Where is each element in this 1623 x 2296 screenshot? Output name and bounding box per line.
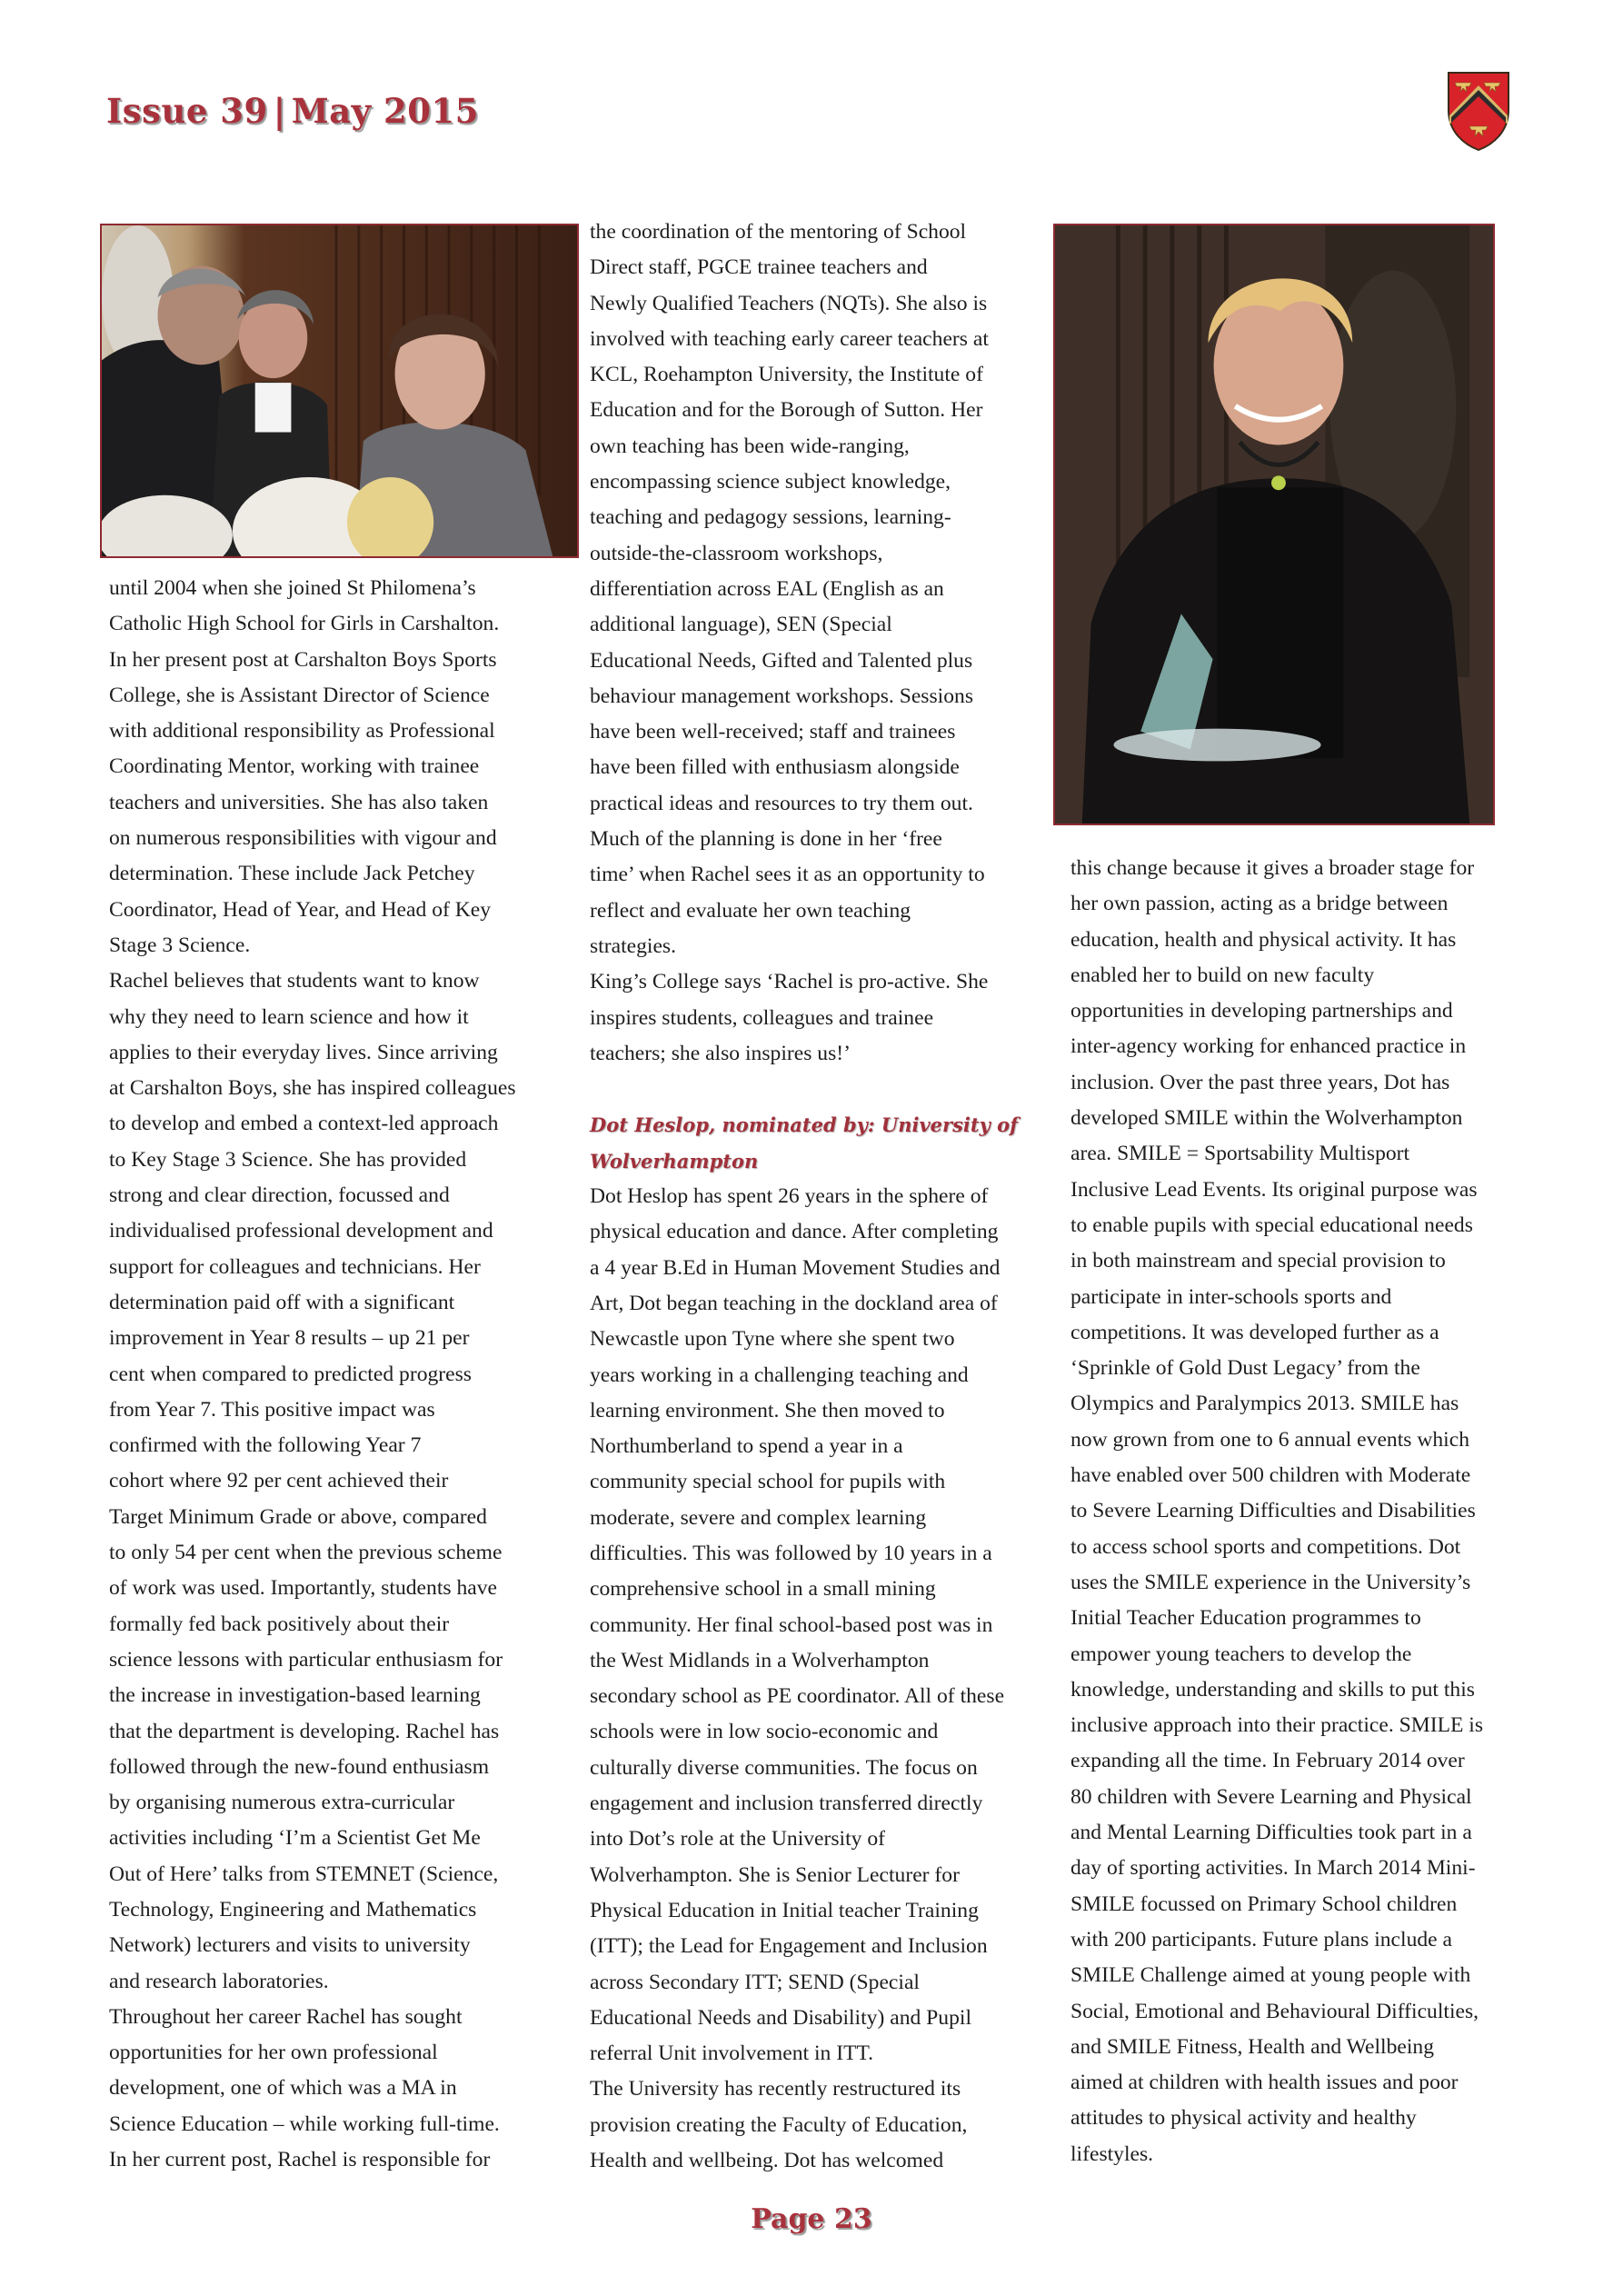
text-line: involved with teaching early career teachers at [590,326,989,351]
text-line: culturally diverse communities. The focus on [590,1755,978,1780]
text-line: community. Her final school-based post was in [590,1612,993,1637]
text-line: SMILE focussed on Primary School children [1070,1892,1458,1916]
text-line: moderate, severe and complex learning [590,1505,927,1530]
text-line: Coordinating Mentor, working with trainee [109,754,480,779]
text-line: uses the SMILE experience in the University’s [1070,1570,1471,1594]
text-line: expanding all the time. In February 2014 over [1070,1749,1465,1773]
issue-date: May 2015 [291,91,480,131]
text-line: outside-the-classroom workshops, [590,541,883,565]
text-line: on numerous responsibilities with vigour and [109,826,497,851]
text-line: inspires students, colleagues and trainee [590,1005,934,1030]
text-line: empower young teachers to develop the [1070,1642,1412,1666]
text-line: to develop and embed a context-led approach [109,1112,499,1136]
text-line: The University has recently restructured its [590,2077,961,2101]
text-line: comprehensive school in a small mining [590,1577,936,1602]
text-line: SMILE Challenge aimed at young people with [1070,1963,1471,1988]
text-line: inter-agency working for enhanced practice in [1070,1034,1467,1059]
text-line: Target Minimum Grade or above, compared [109,1504,487,1529]
text-line: Catholic High School for Girls in Carshalton. [109,612,500,636]
text-line: KCL, Roehampton University, the Institute of [590,363,983,387]
text-line: until 2004 when she joined St Philomena’s [109,576,476,600]
text-line: Direct staff, PGCE trainee teachers and [590,255,928,280]
text-line: this change because it gives a broader stage for [1070,856,1475,880]
text-line: differentiation across EAL (English as an [590,576,944,601]
text-line: own teaching has been wide-ranging, [590,434,910,458]
text-line: Rachel believes that students want to know [109,969,480,993]
text-line: applies to their everyday lives. Since arriving [109,1040,498,1064]
text-line: lifestyles. [1070,2141,1154,2166]
text-line: teachers; she also inspires us!’ [590,1041,851,1065]
masthead-separator: | [273,91,286,131]
text-line: now grown from one to 6 annual events which [1070,1427,1470,1452]
text-line: provision creating the Faculty of Education, [590,2112,968,2137]
text-line: ‘Sprinkle of Gold Dust Legacy’ from the [1070,1356,1420,1381]
text-line: with 200 participants. Future plans include a [1070,1927,1453,1952]
text-line: have been well-received; staff and trainees [590,720,956,744]
text-line: learning environment. She then moved to [590,1398,945,1423]
text-line: with additional responsibility as Professional [109,719,495,744]
text-line: into Dot’s role at the University of [590,1827,886,1852]
text-line: Educational Needs, Gifted and Talented plus [590,648,973,673]
text-line: to Severe Learning Difficulties and Disabilities [1070,1499,1476,1523]
paragraph-gap [590,1072,1067,1107]
text-line: referral Unit involvement in ITT. [590,2041,874,2066]
text-line: the increase in investigation-based learning [109,1683,481,1708]
text-line: her own passion, acting as a bridge between [1070,892,1449,916]
section-heading: Dot Heslop, nominated by: University of [590,1113,1019,1137]
text-line: Social, Emotional and Behavioural Difficulties, [1070,1999,1479,2023]
text-line: Inclusive Lead Events. Its original purpose was [1070,1177,1478,1202]
text-line: additional language), SEN (Special [590,613,892,637]
text-line: developed SMILE within the Wolverhampton [1070,1106,1463,1131]
article-column-middle [590,215,1067,2179]
text-line: and SMILE Fitness, Health and Wellbeing [1070,2034,1435,2059]
award-presentation-photo [100,224,579,558]
text-line: to access school sports and competitions. Dot [1070,1534,1461,1559]
text-line: Education and for the Borough of Sutton. Her [590,398,983,423]
issue-number: Issue 39 [106,91,268,131]
text-line: In her present post at Carshalton Boys Sports [109,647,497,672]
text-line: Olympics and Paralympics 2013. SMILE has [1070,1392,1459,1416]
text-line: behaviour management workshops. Sessions [590,684,974,708]
text-line: time’ when Rachel sees it as an opportunity to [590,863,985,887]
text-line: to Key Stage 3 Science. She has provided [109,1147,467,1172]
text-line: of work was used. Importantly, students have [109,1576,498,1601]
text-line: across Secondary ITT; SEND (Special [590,1970,920,1994]
text-line: development, one of which was a MA in [109,2076,457,2101]
text-line: confirmed with the following Year 7 [109,1433,422,1458]
text-line: Science Education – while working full-time. [109,2111,500,2136]
text-line: Much of the planning is done in her ‘free [590,827,942,852]
text-line: enabled her to build on new faculty [1070,963,1375,987]
text-line: years working in a challenging teaching and [590,1363,969,1387]
text-line: determination paid off with a significant [109,1290,455,1314]
text-line: knowledge, understanding and skills to put this [1070,1677,1475,1702]
text-line: the West Midlands in a Wolverhampton [590,1648,930,1672]
text-line: inclusive approach into their practice. SMILE is [1070,1713,1484,1738]
college-crest-icon [1446,70,1511,152]
text-line: why they need to learn science and how it [109,1004,469,1029]
text-line: engagement and inclusion transferred directly [590,1792,983,1816]
text-line: 80 children with Severe Learning and Physical [1070,1784,1472,1809]
text-line: cohort where 92 per cent achieved their [109,1469,449,1493]
text-line: day of sporting activities. In March 2014 Mini- [1070,1856,1476,1881]
text-line: education, health and physical activity. It has [1070,927,1457,952]
text-line: difficulties. This was followed by 10 years in a [590,1541,992,1565]
text-line: encompassing science subject knowledge, [590,470,951,494]
text-line: at Carshalton Boys, she has inspired colleagues [109,1076,516,1101]
text-line: Coordinator, Head of Year, and Head of Key [109,897,492,922]
text-line: Out of Here’ talks from STEMNET (Science, [109,1862,499,1886]
text-line: teaching and pedagogy sessions, learning- [590,505,951,530]
text-line: Educational Needs and Disability) and Pupil [590,2005,972,2030]
portrait-with-award-photo [1053,224,1495,825]
text-line: followed through the new-found enthusiasm [109,1754,490,1779]
text-line: teachers and universities. She has also taken [109,790,489,814]
page-number: Page 23 [751,2203,872,2235]
text-line: Network) lecturers and visits to university [109,1933,471,1958]
text-line: Northumberland to spend a year in a [590,1434,903,1459]
text-line: have enabled over 500 children with Moderate [1070,1463,1471,1488]
text-line: that the department is developing. Rachel has [109,1719,500,1743]
text-line: to only 54 per cent when the previous scheme [109,1541,503,1565]
text-line: Wolverhampton. She is Senior Lecturer for [590,1862,960,1887]
text-line: opportunities in developing partnerships and [1070,999,1453,1023]
text-line: in both mainstream and special provision to [1070,1249,1446,1273]
text-line: aimed at children with health issues and poor [1070,2071,1459,2095]
text-line: Dot Heslop has spent 26 years in the sphere of [590,1184,989,1209]
section-heading: Wolverhampton [590,1149,759,1173]
text-line: Art, Dot began teaching in the dockland area of [590,1291,998,1315]
text-line: College, she is Assistant Director of Science [109,683,490,707]
text-line: Initial Teacher Education programmes to [1070,1606,1421,1631]
text-line: Technology, Engineering and Mathematics [109,1897,477,1922]
text-line: Throughout her career Rachel has sought [109,2004,463,2029]
text-line: cent when compared to predicted progress [109,1362,472,1386]
text-line: practical ideas and resources to try them out. [590,791,973,815]
text-line: competitions. It was developed further as a [1070,1320,1439,1344]
text-line: support for colleagues and technicians. Her [109,1254,481,1279]
text-line: determination. These include Jack Petchey [109,862,475,886]
text-line: by organising numerous extra-curricular [109,1791,455,1815]
text-line: have been filled with enthusiasm alongside [590,755,960,780]
text-line: physical education and dance. After completing [590,1220,999,1244]
text-line: strong and clear direction, focussed and [109,1183,450,1208]
text-line: Newcastle upon Tyne where she spent two [590,1327,955,1352]
text-line: opportunities for her own professional [109,2041,438,2065]
text-line: individualised professional development and [109,1219,493,1243]
text-line: and Mental Learning Difficulties took part in a [1070,1821,1472,1845]
text-line: Stage 3 Science. [109,933,251,957]
text-line: strategies. [590,933,676,958]
text-line: Newly Qualified Teachers (NQTs). She also is [590,291,988,315]
text-line: King’s College says ‘Rachel is pro-active. She [590,970,989,994]
article-column-right [1070,851,1548,2172]
text-line: improvement in Year 8 results – up 21 per [109,1326,470,1351]
text-line: from Year 7. This positive impact was [109,1397,435,1422]
text-line: secondary school as PE coordinator. All of these [590,1684,1005,1709]
issue-masthead [106,91,479,131]
text-line: science lessons with particular enthusiasm for [109,1647,503,1672]
text-line: attitudes to physical activity and healthy [1070,2106,1417,2131]
text-line: and research laboratories. [109,1969,329,1993]
text-line: to enable pupils with special educational needs [1070,1213,1473,1237]
text-line: area. SMILE = Sportsability Multisport [1070,1142,1410,1166]
text-line: community special school for pupils with [590,1470,946,1494]
text-line: inclusion. Over the past three years, Dot has [1070,1070,1450,1094]
text-line: a 4 year B.Ed in Human Movement Studies and [590,1255,1001,1280]
text-line: formally fed back positively about their [109,1612,450,1636]
text-line: reflect and evaluate her own teaching [590,898,911,923]
text-line: schools were in low socio-economic and [590,1720,939,1744]
text-line: Health and wellbeing. Dot has welcomed [590,2149,944,2173]
article-column-left [109,571,586,2178]
text-line: Physical Education in Initial teacher Training [590,1898,979,1922]
text-line: (ITT); the Lead for Engagement and Inclusion [590,1934,988,1959]
text-line: participate in inter-schools sports and [1070,1284,1392,1309]
text-line: In her current post, Rachel is responsible for [109,2148,491,2172]
text-line: activities including ‘I’m a Scientist Get Me [109,1826,481,1851]
text-line: the coordination of the mentoring of School [590,220,967,244]
